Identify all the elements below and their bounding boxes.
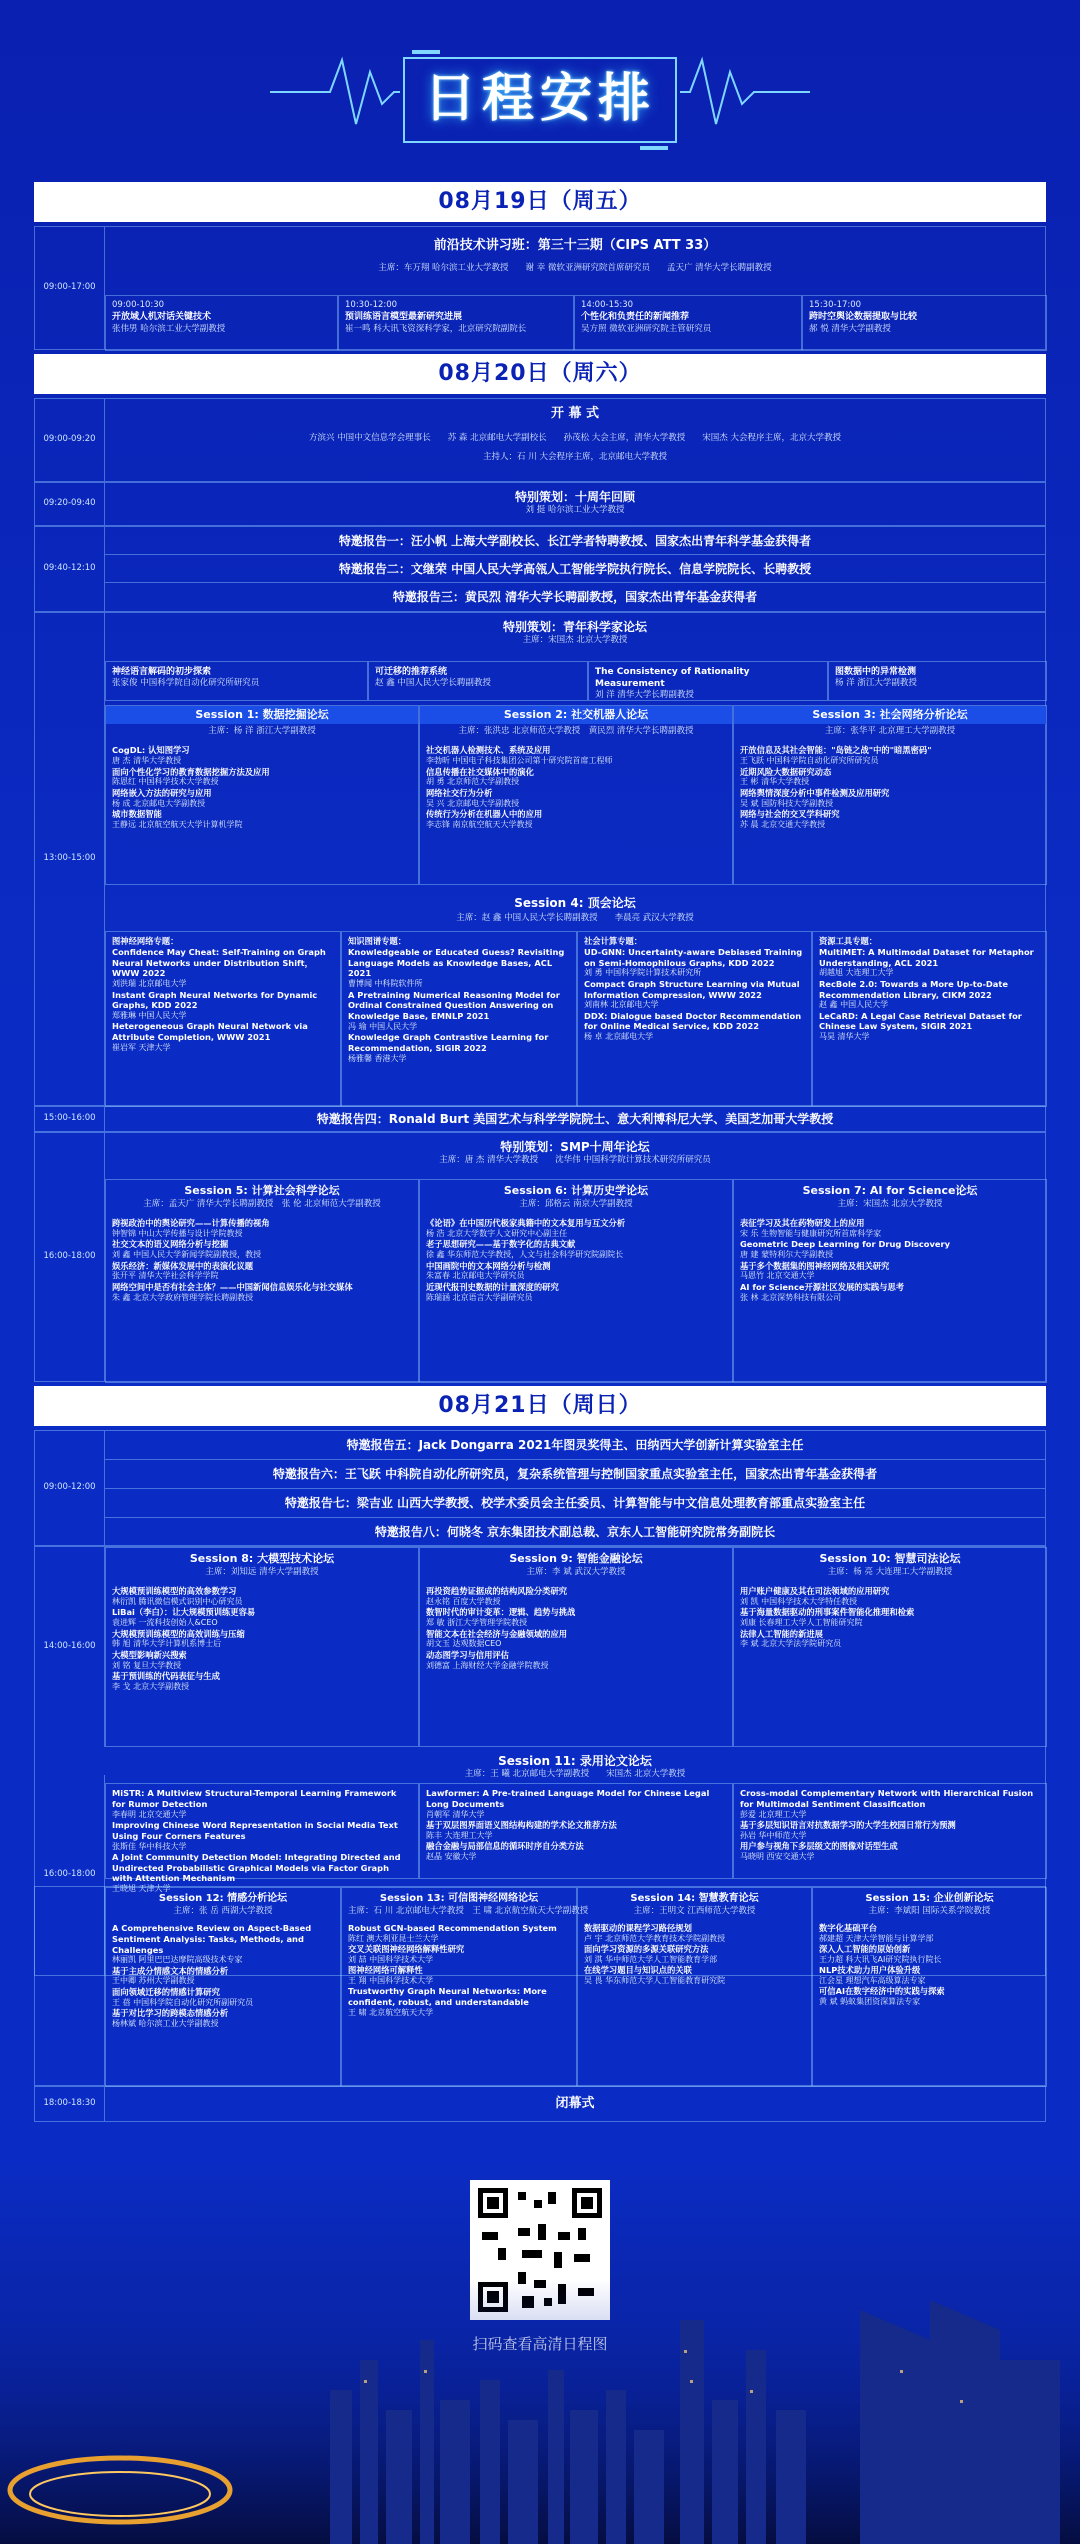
young-talk: 图数据中的异常检测 杨 洋 浙江大学副教授	[828, 661, 1047, 701]
speaker: 马恩竹 北京交通大学	[740, 1271, 815, 1281]
city-skyline-image	[0, 2280, 1080, 2544]
smp-chair: 主席：唐 杰 清华大学教授 沈华伟 中国科学院计算技术研究所研究员	[439, 1155, 711, 1166]
speaker: 朱富春 北京邮电大学研究员	[426, 1271, 525, 1281]
talk-cell: 14:00-15:30 个性化和负责任的新闻推荐 吴方照 微软亚洲研究院主管研究员	[574, 295, 802, 351]
speaker: 刘南林 北京邮电大学	[584, 1000, 659, 1010]
talk-title: 可信AI在数字经济中的实践与探索	[819, 1986, 945, 1997]
talk-title: 近现代报刊史数据的计量深度的研究	[426, 1281, 559, 1292]
speaker: 胡文玉 达观数据CEO	[426, 1639, 502, 1649]
speaker: 陈丰 大连理工大学	[426, 1830, 493, 1840]
time-label: 14:00-16:00	[35, 1547, 105, 1747]
talk-title: 网络空间中是否有社会主体？——中国新闻信息娱乐化与社交媒体	[112, 1281, 353, 1292]
s4-col	[812, 931, 1047, 1107]
forum-chair: 主席：宋国杰 北京大学教授	[522, 635, 628, 646]
opening-title: 开 幕 式	[550, 406, 600, 421]
speaker: 王静远 北京航空航天大学计算机学院	[112, 819, 243, 829]
session-8: Session 8: 大模型技术论坛 主席：刘知远 清华大学副教授 大规模预训练模型的高效参数学习 林衍凯 腾讯微信模式识别中心研究员 LiBai（李白）：让大规模预训练更容易 袁进辉 一流科技创始人&CEO 大规模预训练模型的高效训练与压缩 韩 旭 清华大学计算机系博士后 大模型影响新兴搜索 刘 铭 复旦大学教授 基于预训练的代码表征与生成 李 戈 北京大学副教授	[105, 1547, 419, 1747]
speaker: 李志锋 南京航空航天大学教授	[426, 819, 533, 829]
speaker: 张斯佳 华中科技大学	[112, 1841, 187, 1851]
speaker: 李 戈 北京大学副教授	[112, 1681, 190, 1691]
speaker: 张 林 北京深势科技有限公司	[740, 1292, 842, 1302]
speaker: 刘德富 上海财经大学金融学院教授	[426, 1660, 549, 1670]
speaker: 吴 畏 华东师范大学人工智能教育研究院	[584, 1976, 726, 1986]
talk-title: AI for Science开源社区发展的实践与思考	[740, 1281, 905, 1292]
speaker: 黄 斌 蚂蚁集团资深算法专家	[819, 1997, 921, 2007]
talk-title: Robust GCN-based Recommendation System	[348, 1922, 557, 1933]
talk-title: 图神经网络可解释性	[348, 1965, 423, 1976]
speaker: 刘洪瑞 北京邮电大学	[112, 979, 187, 989]
topic-header: 图神经网络专题：	[112, 936, 179, 946]
day-header-0820: 08月20日（周六）	[34, 354, 1046, 394]
special-review-row	[34, 482, 1046, 526]
session-4-chair: 主席：赵 鑫 中国人民大学长聘副教授 李晨亮 武汉大学教授	[456, 913, 694, 923]
talk-title: Trustworthy Graph Neural Networks: More confident, robust, and understandable	[348, 1986, 547, 2008]
talk-title: Heterogeneous Graph Neural Network via Attribute Completion, WWW 2021	[112, 1021, 308, 1043]
closing-title: 闭幕式	[555, 2096, 595, 2111]
session-1: Session 1: 数据挖掘论坛 主席：杨 洋 浙江大学副教授 CogDL: 认知图学习 唐 杰 清华大学教授 面向个性化学习的教育数据挖掘方法及应用 陈恩红 中国科学技术大学教授 网络嵌入方法的研究与应用 杨 成 北京邮电大学副教授 城市数据智能 王静远 北京航空航天大学计算机学院	[105, 705, 419, 885]
speaker: 王 翔 中国科学技术大学	[348, 1976, 434, 1986]
session-9: Session 9: 智能金融论坛 主席：李 斌 武汉大学教授 再投资趋势证据成的结构风险分类研究 赵永铭 百度大学教授 数智时代的审计变革：逻辑、趋势与挑战 郑 敏 浙江大学管理学院教授 智能文本在社会经济与金融领域的应用 胡文玉 达观数据CEO 动态图学习与信用评估 刘德富 上海财经大学金融学院教授	[419, 1547, 733, 1747]
speaker: 刘康 长春理工大学人工智能研究院	[740, 1618, 863, 1628]
talk-title: 网络社交行为分析	[426, 787, 493, 798]
talk-title: Cross-modal Complementary Network with Hierarchical Fusion for Multimodal Sentiment Classification	[740, 1788, 1034, 1809]
talk-title: Geometric Deep Learning for Drug Discovery	[740, 1239, 951, 1250]
speaker: 陈瑞涵 北京语言大学副研究员	[426, 1292, 533, 1302]
speaker: 王中卿 苏州大学副教授	[112, 1976, 195, 1986]
speaker: 曹博闻 中科院软件所	[348, 979, 423, 989]
speaker: 徐 鑫 华东师范大学教授，人文与社会科学研究院副院长	[426, 1250, 624, 1260]
speaker: 刘 凯 中国科学技术大学特任教授	[740, 1597, 858, 1607]
talk-title: 基于对比学习的跨模态情感分析	[112, 2008, 229, 2019]
talk-title: 用户账户健康及其在司法领域的应用研究	[740, 1586, 890, 1597]
talk-cell: 15:30-17:00 跨时空舆论数据提取与比较 郝 悦 清华大学副教授	[802, 295, 1047, 351]
page-title: 日程安排	[423, 68, 656, 129]
talk-title: 融合金融与局部信息的循环时序自分类方法	[426, 1841, 584, 1852]
talk-title: 大规模预训练模型的高效参数学习	[112, 1586, 237, 1597]
s4-col	[105, 931, 341, 1107]
talk-title: 城市数据智能	[112, 808, 162, 819]
talk-title: 娱乐经济：新媒体发展中的表演化议题	[112, 1260, 254, 1271]
time-label: 16:00-18:00	[35, 1133, 105, 1381]
speaker: 郑 敏 浙江大学管理学院教授	[426, 1618, 528, 1628]
report-3: 特邀报告三：黄民烈 清华大学长聘副教授，国家杰出青年基金获得者	[392, 590, 758, 604]
day19-workshop-row	[34, 226, 1046, 350]
time-spacer	[35, 1887, 105, 2085]
talk-title: 数字化基础平台	[819, 1922, 878, 1933]
s11-col	[419, 1783, 733, 1879]
talk-title: RecBole 2.0: Towards a More Up-to-Date Recommendation Library, CIKM 2022	[819, 978, 1008, 1000]
talk-title: 大规模预训练模型的高效训练与压缩	[112, 1628, 245, 1639]
session-10: Session 10: 智慧司法论坛 主席：杨 亮 大连理工大学副教授 用户账户健康及其在司法领域的应用研究 刘 凯 中国科学技术大学特任教授 基于海量数据驱动的刑事案件智能化推理和检索 刘康 长春理工大学人工智能研究院 法律人工智能的新进展 李 斌 北京大学法学院研究员	[733, 1547, 1047, 1747]
talk-title: Compact Graph Structure Learning via Mutual Information Compression, WWW 2022	[584, 978, 800, 1000]
speaker: 胡越旭 大连理工大学	[819, 968, 894, 978]
speaker: 王 彬 清华大学教授	[740, 777, 810, 787]
report-2: 特邀报告二：文继荣 中国人民大学高瓴人工智能学院执行院长、信息学院院长、长聘教授	[105, 555, 1045, 583]
topic-header: 社会计算专题：	[584, 936, 643, 946]
speaker: 卢 宇 北京师范大学教育技术学院副教授	[584, 1933, 726, 1943]
young-talk: 神经语言解码的初步探索 张家俊 中国科学院自动化研究所研究员	[105, 661, 368, 701]
time-label: 09:00-17:00	[35, 227, 105, 349]
talk-title: DDX: Dialogue based Doctor Recommendation for Online Medical Service, KDD 2022	[584, 1010, 802, 1032]
talk-title: NLP技术助力用户体验升级	[819, 1965, 921, 1976]
talk-title: MultiMET: A Multimodal Dataset for Metaphor Understanding, ACL 2021	[819, 946, 1034, 968]
speaker: 杨 卓 北京邮电大学	[584, 1032, 654, 1042]
speaker: 赵晶 安徽大学	[426, 1851, 477, 1861]
speaker: 苏 晨 北京交通大学教授	[740, 819, 826, 829]
talk-title: 信息传播在社交媒体中的演化	[426, 766, 534, 777]
time-label: 09:20-09:40	[35, 483, 105, 525]
closing-row	[34, 2086, 1046, 2122]
session-11-chair: 主席：王 曦 北京邮电大学副教授 宋国杰 北京大学教授	[464, 1769, 686, 1779]
talk-title: 深入人工智能的原始创新	[819, 1944, 911, 1955]
speaker: 王 蓓 中国科学院自动化研究所副研究员	[112, 1997, 254, 2007]
speaker: 刘 淇 华中师范大学人工智能教育学部	[584, 1954, 718, 1964]
talk-title: 表征学习及其在药物研发上的应用	[740, 1218, 865, 1229]
s4-col	[341, 931, 577, 1107]
opening-speakers: 方滨兴 中国中文信息学会理事长 苏 森 北京邮电大学副校长 孙茂松 大会主席，清华大学教授 宋国杰 大会程序主席，北京大学教授	[308, 432, 842, 443]
report-4: 特邀报告四：Ronald Burt 美国艺术与科学学院院士、意大利博科尼大学、美国芝加哥大学教授	[316, 1112, 834, 1126]
talk-title: 基于多个数据集的图神经网络及相关研究	[740, 1260, 890, 1271]
talk-title: 老子思想研究——基于数字化的古典文献	[426, 1239, 576, 1250]
talk-title: 开放信息及其社会智能："岛链之战"中的"暗黑密码"	[740, 745, 932, 756]
talk-title: 数据驱动的课程学习路径规划	[584, 1922, 692, 1933]
s11-col	[105, 1783, 419, 1894]
speaker: 王 啸 北京航空航天大学	[348, 2008, 434, 2018]
talk-title: 交叉关联图神经网络解释性研究	[348, 1944, 465, 1955]
speaker: 袁进辉 一流科技创始人&CEO	[112, 1618, 218, 1628]
talk-title: 用户参与视角下多层级文的图像对话型生成	[740, 1841, 898, 1852]
speaker: 马晓明 西安交通大学	[740, 1851, 815, 1861]
speaker: 郝建超 天津大学智能与计算学部	[819, 1933, 934, 1943]
speaker: 刘 勇 中国科学院计算技术研究所	[584, 968, 702, 978]
time-label: 16:00-18:00	[35, 1775, 105, 1975]
topic-header: 知识图谱专题：	[348, 936, 407, 946]
time-label: 09:00-09:20	[35, 399, 105, 481]
report-1: 特邀报告一：汪小帆 上海大学副校长、长江学者特聘教授、国家杰出青年科学基金获得者	[105, 527, 1045, 555]
speaker: 林丽凯 阿里巴巴达摩院高级技术专家	[112, 1955, 243, 1965]
speaker: 李春明 北京交通大学	[112, 1809, 187, 1819]
report-7: 特邀报告七：梁吉业 山西大学教授、校学术委员会主任委员、计算智能与中文信息处理教育部重点实验室主任	[105, 1489, 1045, 1518]
speaker: 江会星 理想汽车高级算法专家	[819, 1976, 926, 1986]
speaker: 赵 鑫 中国人民大学	[819, 1000, 889, 1010]
session-6: Session 6: 计算历史学论坛 主席：邱格云 南京大学副教授 《论语》在中国历代极家典籍中的文本复用与互文分析 杨 浩 北京大学数字人文研究中心副主任 老子思想研究——基于数字化的古典文献 徐 鑫 华东师范大学教授，人文与社会科学研究院副院长 中国画院中的文本网络分析与检测 朱富春 北京邮电大学研究员 近现代报刊史数据的计量深度的研究 陈瑞涵 北京语言大学副研究员	[419, 1179, 733, 1383]
session-7: Session 7: AI for Science论坛 主席：宋国杰 北京大学教授 表征学习及其在药物研发上的应用 宋 乐 生物智能与健康研究所首席科学家 Geometric Deep Learning for Drug Discovery 唐 建 蒙特利尔大学副教授 基于多个数据集的图神经网络及相关研究 马恩竹 北京交通大学 AI for Science开源社区发展的实践与思考 张 林 北京深势科技有限公司	[733, 1179, 1047, 1383]
talk-title: 在线学习题目与知识点的关联	[584, 1965, 692, 1976]
opening-host: 主持人：石 川 大会程序主席，北京邮电大学教授	[483, 452, 667, 463]
report-6: 特邀报告六：王飞跃 中科院自动化所研究员，复杂系统管理与控制国家重点实验室主任，国家杰出青年基金获得者	[105, 1460, 1045, 1489]
young-talk: The Consistency of Rationality Measurement 刘 洋 清华大学长聘副教授	[588, 661, 828, 701]
talk-title: 面向个性化学习的教育数据挖掘方法及应用	[112, 766, 270, 777]
session-3: Session 3: 社会网络分析论坛 主席：张华平 北京理工大学副教授 开放信息及其社会智能："岛链之战"中的"暗黑密码" 王飞跃 中国科学院自动化研究所研究员 近期风险大数据研究动态 王 彬 清华大学教授 网络舆情深度分析中事件检测及应用研究 吴 斌 国防科技大学副教授 网络与社会的交叉学科研究 苏 晨 北京交通大学教授	[733, 705, 1047, 885]
s4-col	[577, 931, 812, 1107]
speaker: 赵永铭 百度大学教授	[426, 1597, 501, 1607]
talk-title: Knowledge Graph Contrastive Learning for Recommendation, SIGIR 2022	[348, 1032, 549, 1054]
talk-cell: 10:30-12:00 预训练语言模型最新研究进展 崔一鸣 科大讯飞资深科学家，北京研究院副院长	[338, 295, 574, 351]
speaker: 胡 勇 北京师范大学副教授	[426, 777, 520, 787]
session-15: Session 15: 企业创新论坛 主席：李斌阳 国际关系学院教授 数字化基础平台 郝建超 天津大学智能与计算学部 深入人工智能的原始创新 王力超 科大讯飞AI研究院执行院长 NLP技术助力用户体验升级 江会星 理想汽车高级算法专家 可信AI在数字经济中的实践与探索 黄 斌 蚂蚁集团资深算法专家	[812, 1887, 1047, 2087]
session-4-title: Session 4: 顶会论坛	[514, 896, 636, 910]
talk-title: A Joint Community Detection Model: Integrating Directed and Undirected Probabilistic Graphical Models via Factor Graph with Attention Mechanism	[112, 1851, 401, 1884]
speaker: 杨林斌 哈尔滨工业大学副教授	[112, 2018, 219, 2028]
talk-title: 基于双层图界面语义图结构构建的学术论文推荐方法	[426, 1819, 617, 1830]
talk-title: Knowledgeable or Educated Guess? Revisiting Language Models as Knowledge Bases, ACL 2021	[348, 946, 565, 979]
talk-title: 网络嵌入方法的研究与应用	[112, 787, 212, 798]
s11-col	[733, 1783, 1047, 1879]
speaker: 李 斌 北京大学法学院研究员	[740, 1639, 842, 1649]
talk-title: 数智时代的审计变革：逻辑、趋势与挑战	[426, 1607, 576, 1618]
reports-row	[34, 526, 1046, 612]
afternoon-row	[34, 612, 1046, 1106]
time-label: 09:00-12:00	[35, 1431, 105, 1545]
speaker: 刘 铭 复旦大学教授	[112, 1660, 182, 1670]
talk-title: 法律人工智能的新进展	[740, 1628, 823, 1639]
report-4-row	[34, 1106, 1046, 1132]
talk-title: 动态图学习与信用评估	[426, 1649, 509, 1660]
special-speaker: 刘 挺 哈尔滨工业大学教授	[525, 505, 625, 516]
opening-row	[34, 398, 1046, 482]
talk-title: LiBai（李白）：让大规模预训练更容易	[112, 1607, 256, 1618]
time-label: 18:00-18:30	[35, 2087, 105, 2121]
speaker: 孙岩 华中师范大学	[740, 1830, 807, 1840]
speaker: 杨雅馨 香港大学	[348, 1053, 407, 1063]
talk-title: UD-GNN: Uncertainty-aware Debiased Training on Semi-Homophilous Graphs, KDD 2022	[584, 946, 803, 968]
session-2: Session 2: 社交机器人论坛 主席：张洪忠 北京师范大学教授 黄民烈 清华大学长聘副教授 社交机器人检测技术、系统及应用 李勃昕 中国电子科技集团公司第十研究院首席工程师 信息传播在社交媒体中的演化 胡 勇 北京师范大学副教授 网络社交行为分析 吴 兴 北京邮电大学副教授 传统行为分析在机器人中的应用 李志锋 南京航空航天大学教授	[419, 705, 733, 885]
talk-title: 基于预训练的代码表征与生成	[112, 1671, 220, 1681]
talk-title: 大模型影响新兴搜索	[112, 1649, 187, 1660]
workshop-title: 前沿技术讲习班：第三十三期（CIPS ATT 33）	[433, 238, 717, 253]
speaker: 刘 鑫 中国人民大学新闻学院副教授，教授	[112, 1250, 262, 1260]
talk-title: 面向学习资源的多源关联研究方法	[584, 1944, 709, 1955]
session-12: Session 12: 情感分析论坛 主席：张 岳 西湖大学教授 A Comprehensive Review on Aspect-Based Sentiment Analysis: Tasks, Methods, and Challenges 林丽凯 阿里巴巴达摩院高级技术专家 基于主成分情感文本的情感分析 王中卿 苏州大学副教授 面向领域迁移的情感计算研究 王 蓓 中国科学院自动化研究所副研究员 基于对比学习的跨模态情感分析 杨林斌 哈尔滨工业大学副教授	[105, 1887, 341, 2087]
talk-title: 《论语》在中国历代极家典籍中的文本复用与互文分析	[426, 1218, 626, 1229]
young-talk: 可迁移的推荐系统 赵 鑫 中国人民大学长聘副教授	[368, 661, 588, 701]
speaker: 马昊 清华大学	[819, 1032, 870, 1042]
session-13: Session 13: 可信图神经网络论坛 主席：石 川 北京邮电大学教授 王 啸 北京航空航天大学副教授 Robust GCN-based Recommendation System 陈红 澳大利亚昆士兰大学 交叉关联图神经网络解释性研究 刘 喆 中国科学技术大学 图神经网络可解释性 王 翔 中国科学技术大学 Trustworthy Graph Neural Networks: More confident, robust, and understandable 王 啸 北京航空航天大学	[341, 1887, 577, 2087]
talk-title: 基于多层知识语言对抗数据学习的大学生校园日常行为预测	[740, 1819, 956, 1830]
speaker: 韩 旭 清华大学计算机系博士后	[112, 1639, 222, 1649]
speaker: 肖朝军 清华大学	[426, 1809, 485, 1819]
workshop-chairs: 主席：车万翔 哈尔滨工业大学教授 谢 幸 微软亚洲研究院首席研究员 孟天广 清华大学长聘副教授	[378, 262, 772, 273]
speaker: 宋 乐 生物智能与健康研究所首席科学家	[740, 1229, 882, 1239]
talk-title: A Pretraining Numerical Reasoning Model for Ordinal Constrained Question Answering on Knowledge Base, EMNLP 2021	[348, 989, 560, 1022]
speaker: 彭爱 北京理工大学	[740, 1809, 807, 1819]
speaker: 郑雅琳 中国人民大学	[112, 1011, 187, 1021]
speaker: 杨 浩 北京大学数字人文研究中心副主任	[426, 1229, 568, 1239]
talk-title: 网络舆情深度分析中事件检测及应用研究	[740, 787, 890, 798]
forum-title: 特别策划：青年科学家论坛	[502, 620, 647, 634]
talk-title: A Comprehensive Review on Aspect-Based Sentiment Analysis: Tasks, Methods, and Challenges	[112, 1922, 312, 1955]
session-5: Session 5: 计算社会科学论坛 主席：孟天广 清华大学长聘副教授 张 伦 北京师范大学副教授 跨视政治中的舆论研究——计算传播的视角 钟智锦 中山大学传播与设计学院教授 社交文本的语义网络分析与挖掘 刘 鑫 中国人民大学新闻学院副教授，教授 娱乐经济：新媒体发展中的表演化议题 张开平 清华大学社会科学学院 网络空间中是否有社会主体？——中国新闻信息娱乐化与社交媒体 朱 鑫 北京大学政府管理学院长聘副教授	[105, 1179, 419, 1383]
speaker: 陈恩红 中国科学技术大学教授	[112, 777, 219, 787]
talk-title: 基于海量数据驱动的刑事案件智能化推理和检索	[740, 1607, 915, 1618]
speaker: 吴 兴 北京邮电大学副教授	[426, 798, 520, 808]
speaker: 张开平 清华大学社会科学学院	[112, 1271, 219, 1281]
session-14: Session 14: 智慧教育论坛 主席：王明文 江西师范大学教授 数据驱动的课程学习路径规划 卢 宇 北京师范大学教育技术学院副教授 面向学习资源的多源关联研究方法 刘 淇 华中师范大学人工智能教育学部 在线学习题目与知识点的关联 吴 畏 华东师范大学人工智能教育研究院	[577, 1887, 812, 2087]
schedule-frame	[34, 182, 1046, 2142]
speaker: 朱 鑫 北京大学政府管理学院长聘副教授	[112, 1292, 254, 1302]
talk-title: 智能文本在社会经济与金融领域的应用	[426, 1628, 568, 1639]
report-5: 特邀报告五：Jack Dongarra 2021年图灵奖得主、田纳西大学创新计算实验室主任	[105, 1431, 1045, 1460]
session-11-title: Session 11: 录用论文论坛	[498, 1754, 652, 1768]
smp-row	[34, 1132, 1046, 1382]
speaker: 刘 喆 中国科学技术大学	[348, 1954, 434, 1964]
report-8: 特邀报告八：何晓冬 京东集团技术副总裁、京东人工智能研究院常务副院长	[374, 1525, 776, 1539]
speaker: 唐 建 蒙特利尔大学副教授	[740, 1250, 834, 1260]
speaker: 王力超 科大讯飞AI研究院执行院长	[819, 1954, 942, 1964]
talk-title: LeCaRD: A Legal Case Retrieval Dataset for Chinese Law System, SIGIR 2021	[819, 1010, 1022, 1032]
speaker: 林衍凯 腾讯微信模式识别中心研究员	[112, 1597, 243, 1607]
speaker: 王飞跃 中国科学院自动化研究所研究员	[740, 756, 879, 766]
speaker: 陈红 澳大利亚昆士兰大学	[348, 1933, 439, 1943]
day-header-0819: 08月19日（周五）	[34, 182, 1046, 222]
header	[0, 0, 1080, 180]
speaker: 李勃昕 中国电子科技集团公司第十研究院首席工程师	[426, 756, 613, 766]
speaker: 钟智锦 中山大学传播与设计学院教授	[112, 1229, 243, 1239]
talk-title: 中国画院中的文本网络分析与检测	[426, 1260, 551, 1271]
speaker: 唐 杰 清华大学教授	[112, 756, 182, 766]
talk-title: 近期风险大数据研究动态	[740, 766, 832, 777]
day21-late	[34, 1886, 1046, 2086]
talk-title: 网络与社会的交叉学科研究	[740, 808, 840, 819]
day21-reports-row	[34, 1430, 1046, 1546]
special-title: 特别策划：十周年回顾	[514, 490, 635, 504]
talk-title: Improving Chinese Word Representation in Social Media Text Using Four Corners Features	[112, 1819, 398, 1841]
talk-title: 社交机器人检测技术、系统及应用	[426, 745, 551, 756]
time-label: 09:40-12:10	[35, 527, 105, 611]
talk-title: MiSTR: A Multiview Structural-Temporal Learning Framework for Rumor Detection	[112, 1788, 397, 1809]
speaker: 杨 成 北京邮电大学副教授	[112, 798, 206, 808]
talk-title: 社交文本的语义网络分析与挖掘	[112, 1239, 229, 1250]
talk-title: 再投资趋势证据成的结构风险分类研究	[426, 1586, 568, 1597]
speaker: 崔岩军 天津大学	[112, 1043, 171, 1053]
speaker: 王晓旭 天津大学	[112, 1884, 171, 1894]
speaker: 冯 瑜 中国人民大学	[348, 1021, 418, 1031]
smp-title: 特别策划：SMP十周年论坛	[500, 1140, 650, 1154]
day-header-0821: 08月21日（周日）	[34, 1386, 1046, 1426]
time-label: 13:00-15:00	[35, 613, 105, 1105]
talk-title: Confidence May Cheat: Self-Training on Graph Neural Networks under Distribution Shift，WWW 2022	[112, 946, 326, 979]
talk-title: Instant Graph Neural Networks for Dynamic Graphs, KDD 2022	[112, 989, 318, 1011]
talk-title: 传统行为分析在机器人中的应用	[426, 808, 543, 819]
topic-header: 资源工具专题：	[819, 936, 878, 946]
speaker: 吴 斌 国防科技大学副教授	[740, 798, 834, 808]
talk-title: 基于主成分情感文本的情感分析	[112, 1965, 229, 1976]
talk-title: 面向领域迁移的情感计算研究	[112, 1986, 220, 1997]
talk-title: 跨视政治中的舆论研究——计算传播的视角	[112, 1218, 270, 1229]
talk-title: CogDL: 认知图学习	[112, 745, 190, 756]
talk-title: Lawformer: A Pre-trained Language Model for Chinese Legal Long Documents	[426, 1788, 710, 1809]
talk-cell: 09:00-10:30 开放域人机对话关键技术 张伟男 哈尔滨工业大学副教授	[105, 295, 338, 351]
time-label: 15:00-16:00	[35, 1107, 105, 1131]
